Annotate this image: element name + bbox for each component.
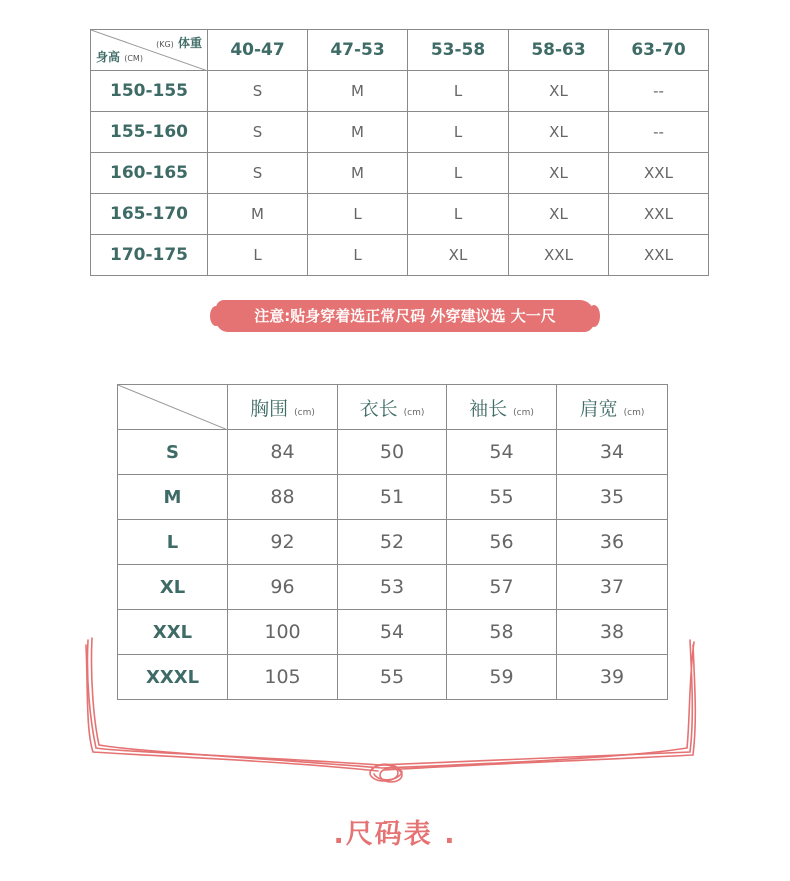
table-row (91, 194, 709, 235)
measure-cell: 54 (447, 430, 557, 475)
measure-column-header: 胸围 (cm) (228, 385, 338, 430)
size-cell: XXL (609, 194, 709, 235)
weight-column-header: 58-63 (509, 30, 609, 71)
corner-header (91, 30, 208, 71)
size-cell: L (208, 235, 308, 276)
size-cell: XL (509, 71, 609, 112)
measure-cell: 55 (447, 475, 557, 520)
measure-cell: 38 (557, 610, 668, 655)
size-cell: L (308, 235, 408, 276)
weight-column-header: 53-58 (408, 30, 509, 71)
measure-cell: 55 (338, 655, 447, 700)
corner-header (118, 385, 228, 430)
size-cell: XL (509, 194, 609, 235)
weight-label: (KG) 体重 (156, 36, 202, 50)
size-cell: S (208, 112, 308, 153)
size-cell: S (208, 153, 308, 194)
size-cell: L (408, 153, 509, 194)
size-cell: XL (509, 153, 609, 194)
sizing-note-banner: 注意:贴身穿着选正常尺码 外穿建议选 大一尺 (216, 300, 594, 332)
table-row (118, 655, 668, 700)
measure-cell: 37 (557, 565, 668, 610)
size-cell: L (408, 71, 509, 112)
measure-cell: 92 (228, 520, 338, 565)
table-row (91, 235, 709, 276)
table-row (118, 430, 668, 475)
size-row-header: S (118, 430, 228, 475)
measure-cell: 58 (447, 610, 557, 655)
table-row (118, 565, 668, 610)
height-row-header: 170-175 (91, 235, 208, 276)
size-cell: XXL (609, 235, 709, 276)
measure-cell: 36 (557, 520, 668, 565)
height-row-header: 150-155 (91, 71, 208, 112)
weight-column-header: 40-47 (208, 30, 308, 71)
table-header-row (118, 385, 668, 430)
measure-cell: 105 (228, 655, 338, 700)
size-row-header: XXL (118, 610, 228, 655)
measure-cell: 39 (557, 655, 668, 700)
measure-cell: 35 (557, 475, 668, 520)
measure-cell: 96 (228, 565, 338, 610)
size-cell: M (308, 71, 408, 112)
size-cell: L (408, 194, 509, 235)
size-row-header: XL (118, 565, 228, 610)
measure-cell: 59 (447, 655, 557, 700)
size-cell: XL (408, 235, 509, 276)
size-row-header: XXXL (118, 655, 228, 700)
measure-cell: 51 (338, 475, 447, 520)
height-row-header: 165-170 (91, 194, 208, 235)
measure-cell: 53 (338, 565, 447, 610)
table-row (118, 520, 668, 565)
size-chart-title: .尺码表 . (333, 819, 457, 850)
measure-cell: 34 (557, 430, 668, 475)
measure-cell: 52 (338, 520, 447, 565)
height-row-header: 160-165 (91, 153, 208, 194)
height-row-header: 155-160 (91, 112, 208, 153)
table-row (118, 610, 668, 655)
weight-column-header: 47-53 (308, 30, 408, 71)
garment-measurement-table (117, 384, 668, 700)
size-row-header: M (118, 475, 228, 520)
measure-cell: 100 (228, 610, 338, 655)
size-cell: XL (509, 112, 609, 153)
size-cell: -- (609, 112, 709, 153)
weight-column-header: 63-70 (609, 30, 709, 71)
size-cell: M (208, 194, 308, 235)
measure-cell: 88 (228, 475, 338, 520)
size-cell: -- (609, 71, 709, 112)
table-row (91, 71, 709, 112)
size-row-header: L (118, 520, 228, 565)
diagonal-line (118, 385, 228, 430)
measure-cell: 50 (338, 430, 447, 475)
table-row (91, 112, 709, 153)
size-cell: L (308, 194, 408, 235)
size-cell: M (308, 112, 408, 153)
measure-cell: 56 (447, 520, 557, 565)
measure-column-header: 衣长 (cm) (338, 385, 447, 430)
measure-column-header: 肩宽 (cm) (557, 385, 668, 430)
height-label: 身高 (CM) (96, 50, 143, 64)
measure-cell: 54 (338, 610, 447, 655)
table-header-row (91, 30, 709, 71)
measure-cell: 84 (228, 430, 338, 475)
measure-cell: 57 (447, 565, 557, 610)
size-cell: L (408, 112, 509, 153)
size-cell: M (308, 153, 408, 194)
measure-column-header: 袖长 (cm) (447, 385, 557, 430)
table-row (118, 475, 668, 520)
size-cell: S (208, 71, 308, 112)
weight-height-size-table (90, 29, 709, 276)
table-row (91, 153, 709, 194)
size-cell: XXL (609, 153, 709, 194)
size-cell: XXL (509, 235, 609, 276)
